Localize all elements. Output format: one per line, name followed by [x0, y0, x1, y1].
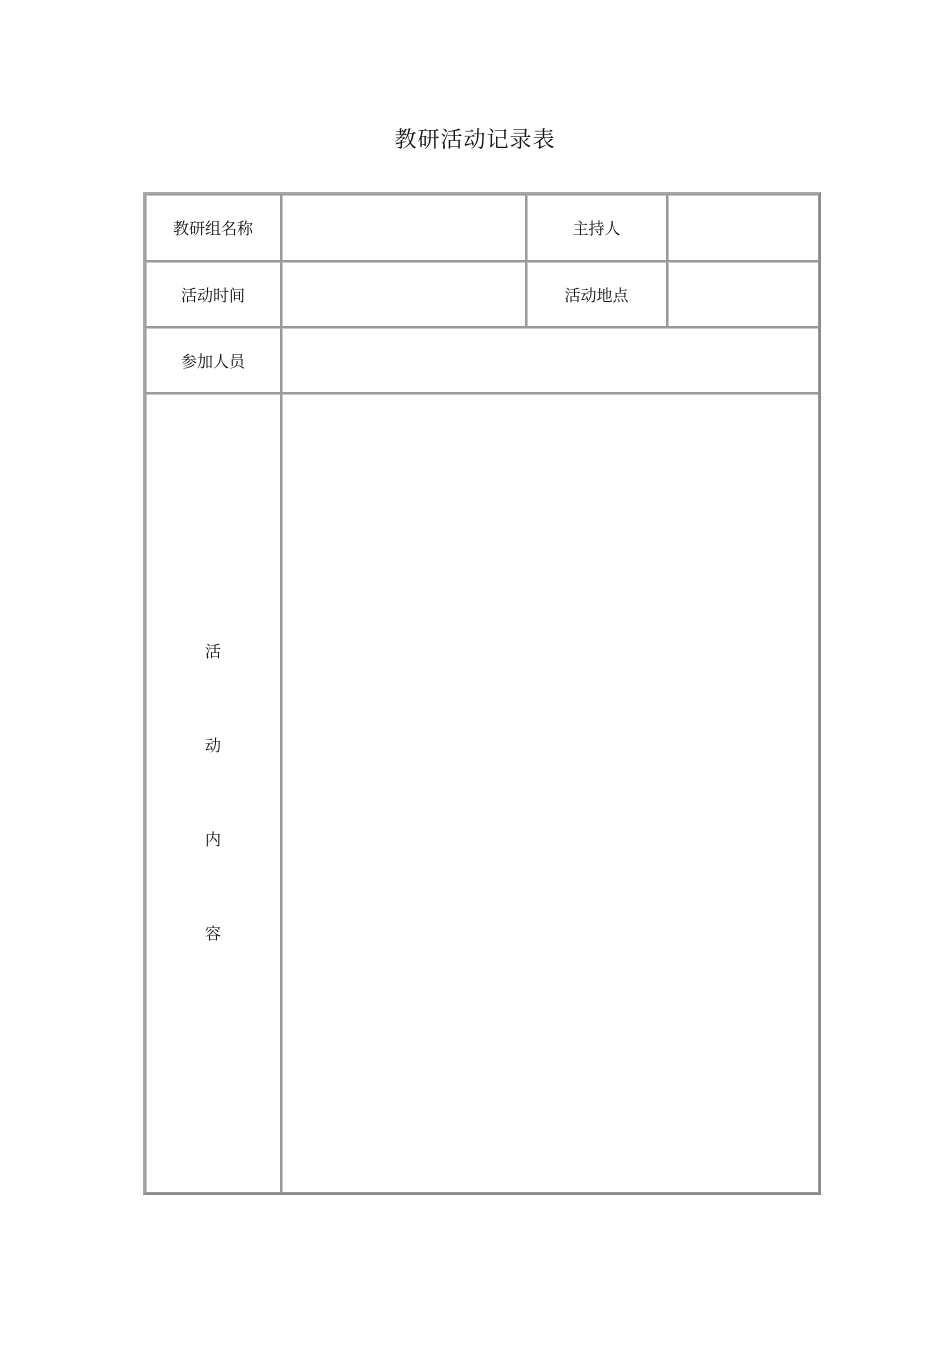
vertical-label: [146, 394, 280, 1192]
activity-location-field[interactable]: [667, 261, 819, 327]
participants-label: 参加人员: [145, 327, 281, 393]
group-name-label: 教研组名称: [145, 194, 281, 261]
activity-content-field[interactable]: [281, 393, 819, 1193]
table-row: [145, 393, 819, 1193]
host-label: 主持人: [526, 194, 667, 261]
content-label-char: 内: [204, 830, 221, 849]
activity-time-label: 活动时间: [145, 261, 281, 327]
activity-content-label: [145, 393, 281, 1193]
content-label-char: 活: [204, 642, 221, 661]
activity-time-field[interactable]: [281, 261, 526, 327]
host-field[interactable]: [667, 194, 819, 261]
table-row: [145, 194, 819, 261]
group-name-field[interactable]: [281, 194, 526, 261]
page-title: 教研活动记录表: [394, 128, 556, 153]
activity-record-table: [143, 192, 821, 1195]
table-row: [145, 261, 819, 327]
activity-location-label: 活动地点: [526, 261, 667, 327]
content-label-char: 容: [204, 924, 221, 943]
content-label-char: 动: [204, 736, 221, 755]
participants-field[interactable]: [281, 327, 819, 393]
table-row: [145, 327, 819, 393]
